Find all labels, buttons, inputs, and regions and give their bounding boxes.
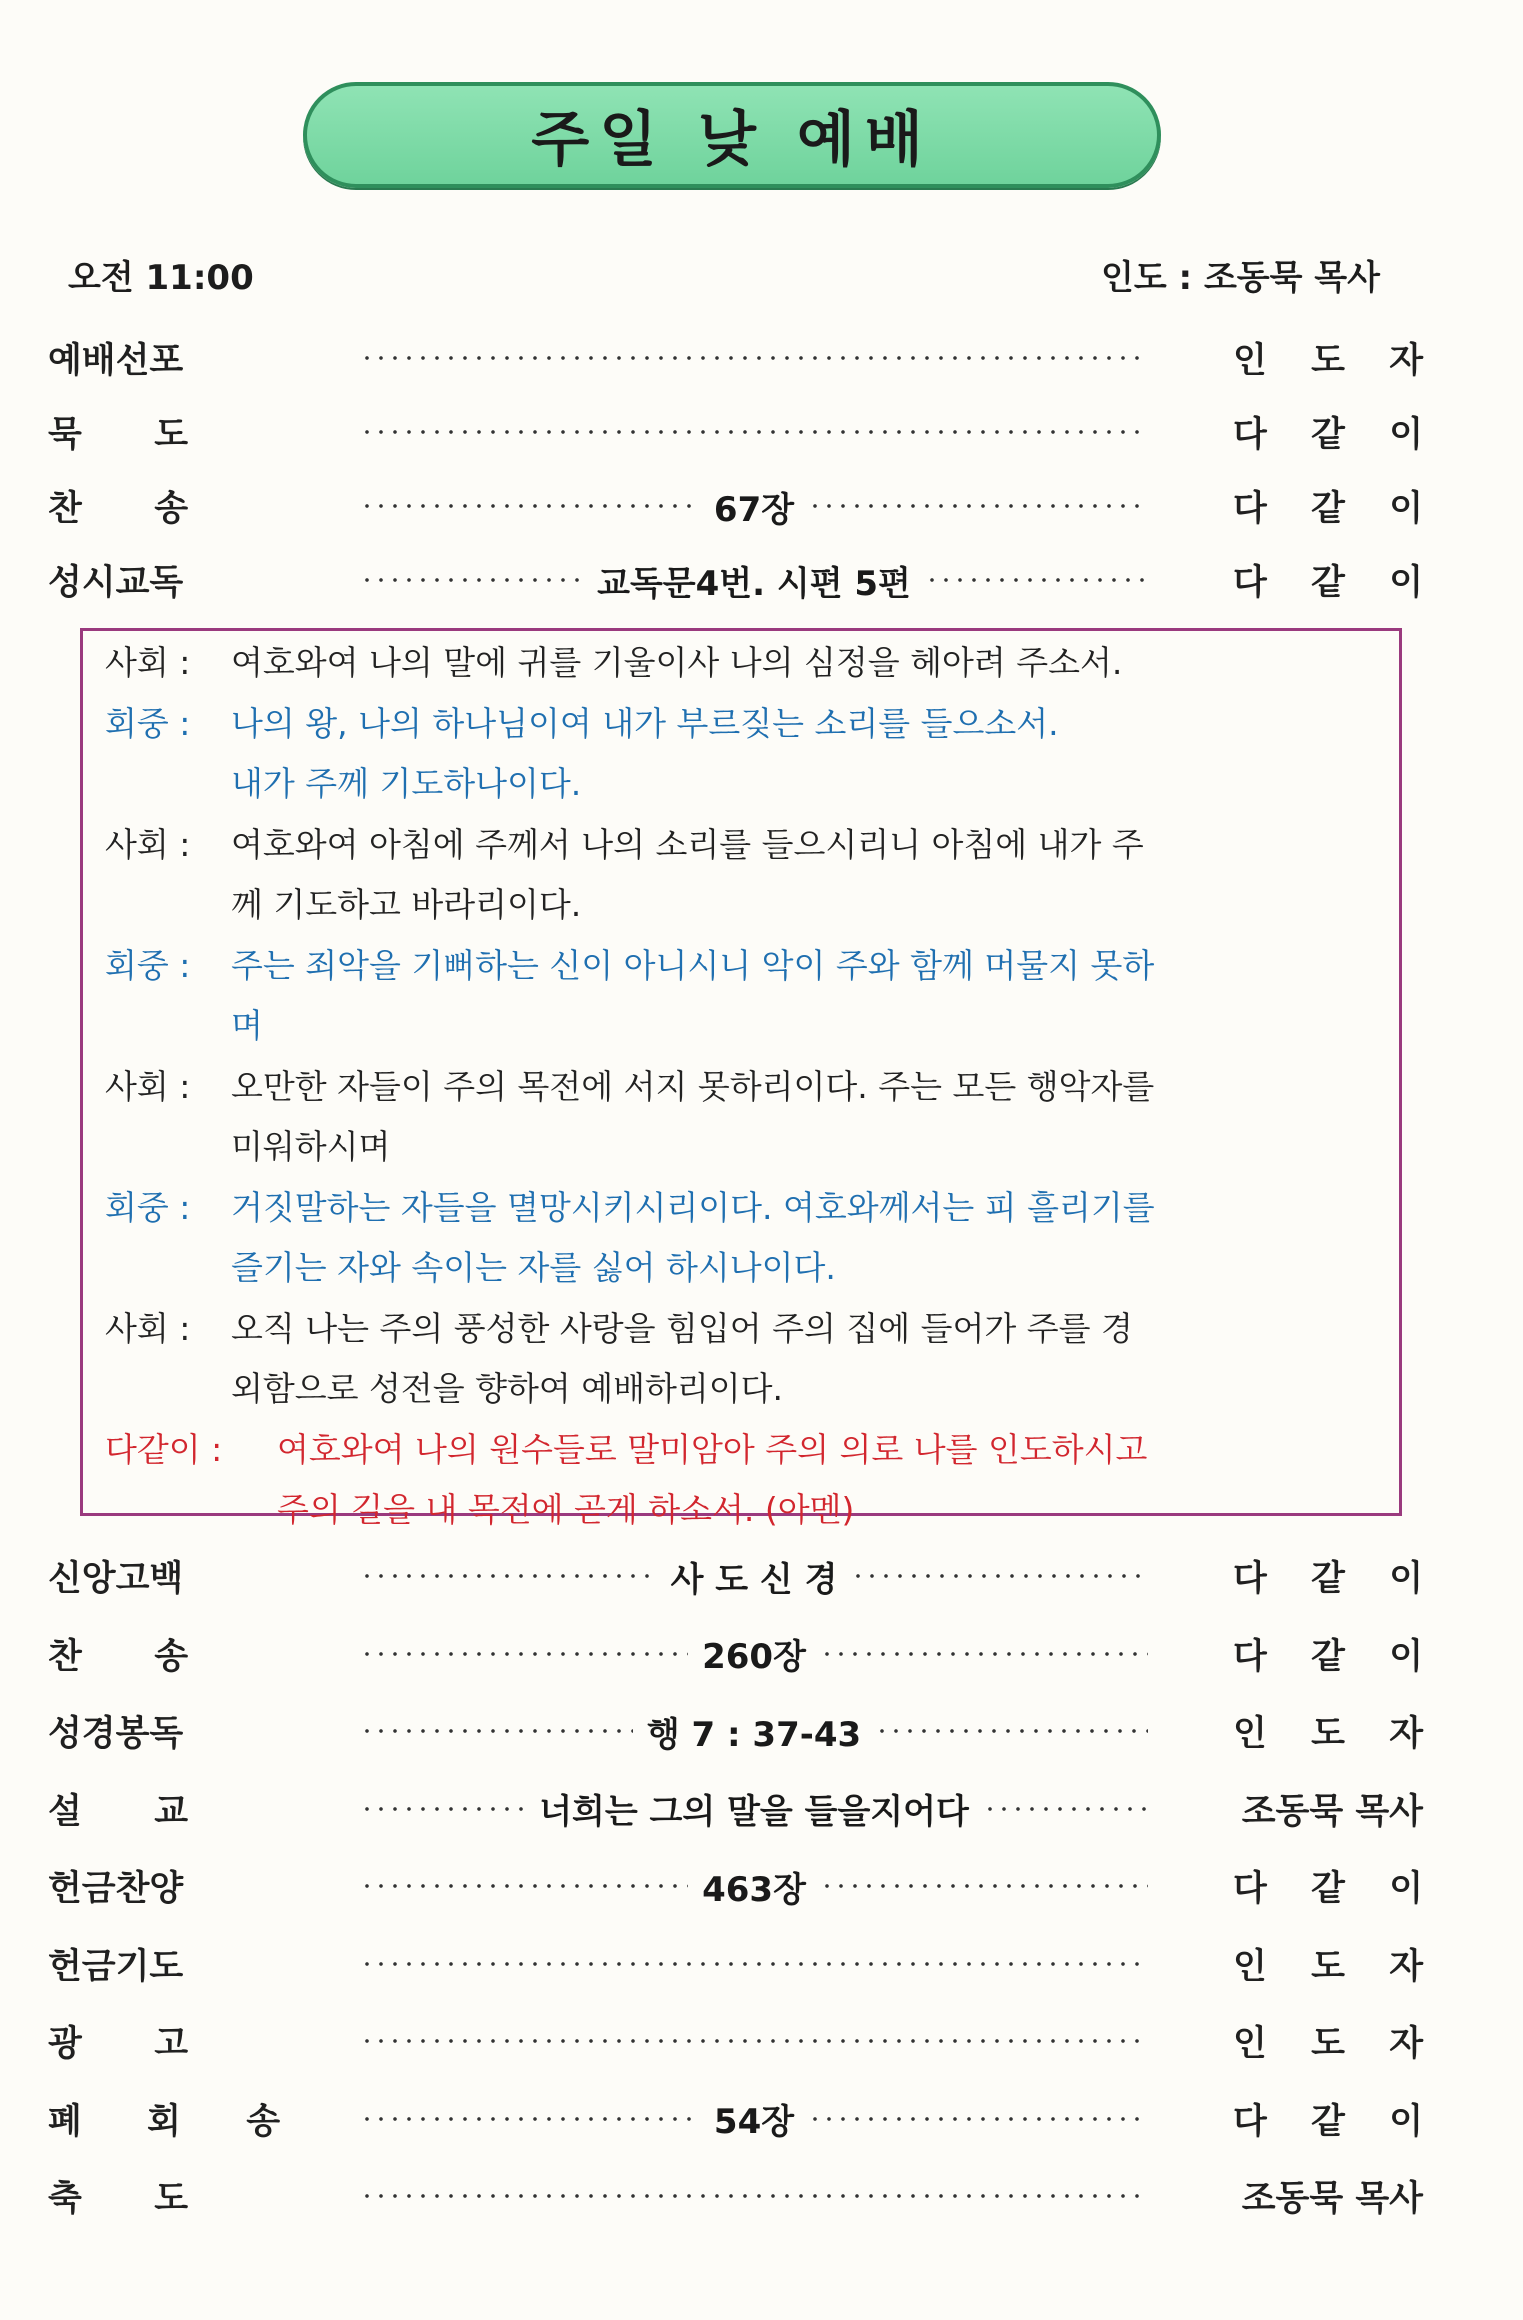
order-item-label: 성경봉독: [48, 1714, 184, 1754]
reading-line: [105, 694, 1395, 754]
order-item-detail: [360, 1862, 1148, 1911]
order-item-detail: [360, 2094, 1148, 2143]
order-item-performer: 다 같 이: [1233, 2101, 1423, 2142]
order-item-performer: 다 같 이: [1233, 1636, 1423, 1677]
reading-text: 나의 왕, 나의 하나님이여 내가 부르짖는 소리를 들으소서.: [231, 703, 1059, 743]
reading-line: [105, 1359, 1395, 1419]
reading-line: [105, 1480, 1395, 1540]
reading-text: 주의 길을 내 목전에 곧게 하소서. (아멘): [277, 1490, 855, 1529]
reading-text: 미워하시며: [231, 1127, 391, 1166]
order-item-performer: 인 도 자: [1233, 1946, 1423, 1987]
dot-leader: [925, 576, 1148, 584]
order-item-detail: [360, 1784, 1148, 1833]
order-item-detail: [360, 428, 1148, 436]
reading-line: [105, 754, 1395, 814]
reading-text: 주는 죄악을 기뻐하는 신이 아니시니 악이 주와 함께 머물지 못하: [231, 945, 1155, 985]
order-item-label: 찬 송: [48, 489, 188, 529]
order-bottom-row: [48, 1626, 1423, 1682]
order-item-detail: [360, 2037, 1148, 2045]
order-top-row: [48, 478, 1423, 534]
order-item-content: 교독문4번. 시편 5편: [597, 563, 911, 604]
order-item-performer: 인 도 자: [1233, 341, 1423, 381]
order-item-detail: [360, 354, 1148, 362]
order-item-label: 광 고: [48, 2024, 188, 2064]
order-item-performer: 다 같 이: [1233, 563, 1423, 603]
order-item-performer: 다 같 이: [1233, 1559, 1423, 1599]
reading-line: [105, 875, 1395, 935]
order-item-detail: [360, 482, 1148, 531]
reading-line: [105, 1420, 1395, 1480]
reading-line: [105, 996, 1395, 1056]
dot-leader: [360, 1960, 1148, 1968]
reading-line: [105, 633, 1395, 693]
dot-leader: [808, 502, 1148, 510]
order-item-performer: 다 같 이: [1233, 489, 1423, 529]
order-item-detail: [360, 1960, 1148, 1968]
responsive-reading-box: [80, 628, 1402, 1529]
dot-leader: [360, 1572, 657, 1580]
dot-leader: [360, 1805, 525, 1813]
order-bottom-row: [48, 2091, 1423, 2147]
order-item-performer: 다 같 이: [1233, 1869, 1423, 1909]
dot-leader: [360, 428, 1148, 436]
order-bottom-row: [48, 1703, 1423, 1759]
reading-line: [105, 815, 1395, 875]
order-item-content: 260장: [702, 1637, 806, 1677]
reading-speaker: 사회 :: [105, 1308, 191, 1348]
order-item-label: 축 도: [48, 2179, 188, 2219]
order-item-content: 54장: [713, 2102, 795, 2142]
dot-leader: [360, 576, 583, 584]
reading-text: 오직 나는 주의 풍성한 사랑을 힘입어 주의 집에 들어가 주를 경: [231, 1308, 1133, 1348]
reading-speaker: 회중 :: [105, 703, 191, 743]
dot-leader: [820, 1650, 1148, 1658]
dot-leader: [360, 502, 700, 510]
reading-text: 외함으로 성전을 향하여 예배하리이다.: [231, 1369, 784, 1408]
order-item-detail: [360, 556, 1148, 605]
reading-speaker: 회중 :: [105, 1187, 191, 1227]
service-time: 오전 11:00: [68, 258, 254, 298]
dot-leader: [360, 2037, 1148, 2045]
reading-text: 내가 주께 기도하나이다.: [231, 764, 582, 803]
reading-text: 께 기도하고 바라리이다.: [231, 885, 582, 924]
order-item-performer: 다 같 이: [1233, 415, 1423, 455]
order-item-label: 헌금기도: [48, 1946, 184, 1987]
order-item-label: 예배선포: [48, 341, 184, 381]
dot-leader: [360, 2192, 1148, 2200]
reading-speaker: 사회 :: [105, 824, 191, 864]
order-item-label: 성시교독: [48, 563, 184, 603]
reading-speaker: 회중 :: [105, 945, 191, 985]
dot-leader: [875, 1727, 1148, 1735]
dot-leader: [360, 354, 1148, 362]
reading-speaker: 사회 :: [105, 1066, 191, 1106]
title-banner: [303, 82, 1161, 188]
order-item-content: 67장: [713, 489, 795, 530]
reading-line: [105, 936, 1395, 996]
order-item-content: 사 도 신 경: [670, 1559, 838, 1600]
order-bottom-row: [48, 1936, 1423, 1992]
order-bottom-row: [48, 2168, 1423, 2224]
reading-text: 여호와여 나의 원수들로 말미암아 주의 의로 나를 인도하시고: [277, 1429, 1148, 1469]
order-item-performer: 인 도 자: [1233, 1714, 1423, 1754]
order-bottom-row: [48, 1781, 1423, 1837]
order-top-row: [48, 552, 1423, 608]
order-item-label: 폐 회 송: [48, 2101, 280, 2142]
dot-leader: [851, 1572, 1148, 1580]
dot-leader: [360, 1727, 633, 1735]
dot-leader: [820, 1882, 1148, 1890]
order-bottom-row: [48, 1548, 1423, 1604]
reading-text: 며: [231, 1006, 263, 1045]
dot-leader: [360, 1882, 688, 1890]
dot-leader: [360, 2115, 700, 2123]
order-item-performer: 조동묵 목사: [1241, 1791, 1423, 1832]
reading-line: [105, 1057, 1395, 1117]
order-item-detail: [360, 2192, 1148, 2200]
order-item-content: 463장: [702, 1869, 806, 1910]
page-title: 주일 낮 예배: [531, 105, 933, 175]
order-item-label: 묵 도: [48, 415, 188, 455]
dot-leader: [360, 1650, 688, 1658]
order-item-label: 신앙고백: [48, 1559, 184, 1599]
reading-text: 거짓말하는 자들을 멸망시키시리이다. 여호와께서는 피 흘리기를: [231, 1187, 1155, 1227]
reading-text: 오만한 자들이 주의 목전에 서지 못하리이다. 주는 모든 행악자를: [231, 1066, 1155, 1106]
reading-line: [105, 1117, 1395, 1177]
reading-text: 여호와여 나의 말에 귀를 기울이사 나의 심정을 헤아려 주소서.: [231, 643, 1123, 682]
reading-speaker: 사회 :: [105, 643, 191, 682]
order-bottom-row: [48, 2013, 1423, 2069]
reading-text: 여호와여 아침에 주께서 나의 소리를 들으시리니 아침에 내가 주: [231, 824, 1144, 864]
dot-leader: [808, 2115, 1148, 2123]
reading-line: [105, 1238, 1395, 1298]
order-item-detail: [360, 1552, 1148, 1601]
order-item-content: 너희는 그의 말을 들을지어다: [539, 1792, 969, 1832]
order-item-label: 설 교: [48, 1791, 188, 1832]
order-item-label: 찬 송: [48, 1636, 188, 1677]
dot-leader: [983, 1805, 1148, 1813]
reading-line: [105, 1178, 1395, 1238]
order-item-label: 헌금찬양: [48, 1869, 184, 1909]
order-top-row: [48, 330, 1423, 386]
order-item-content: 행 7 : 37-43: [646, 1714, 862, 1755]
reading-line: [105, 1299, 1395, 1359]
order-item-performer: 조동묵 목사: [1241, 2179, 1423, 2219]
order-item-detail: [360, 1707, 1148, 1756]
order-item-performer: 인 도 자: [1233, 2024, 1423, 2064]
order-bottom-row: [48, 1858, 1423, 1914]
reading-speaker: 다같이 :: [105, 1429, 223, 1469]
service-leader: 인도 : 조동묵 목사: [1100, 258, 1380, 298]
order-item-detail: [360, 1629, 1148, 1678]
order-top-row: [48, 404, 1423, 460]
reading-text: 즐기는 자와 속이는 자를 싫어 하시나이다.: [231, 1248, 836, 1287]
